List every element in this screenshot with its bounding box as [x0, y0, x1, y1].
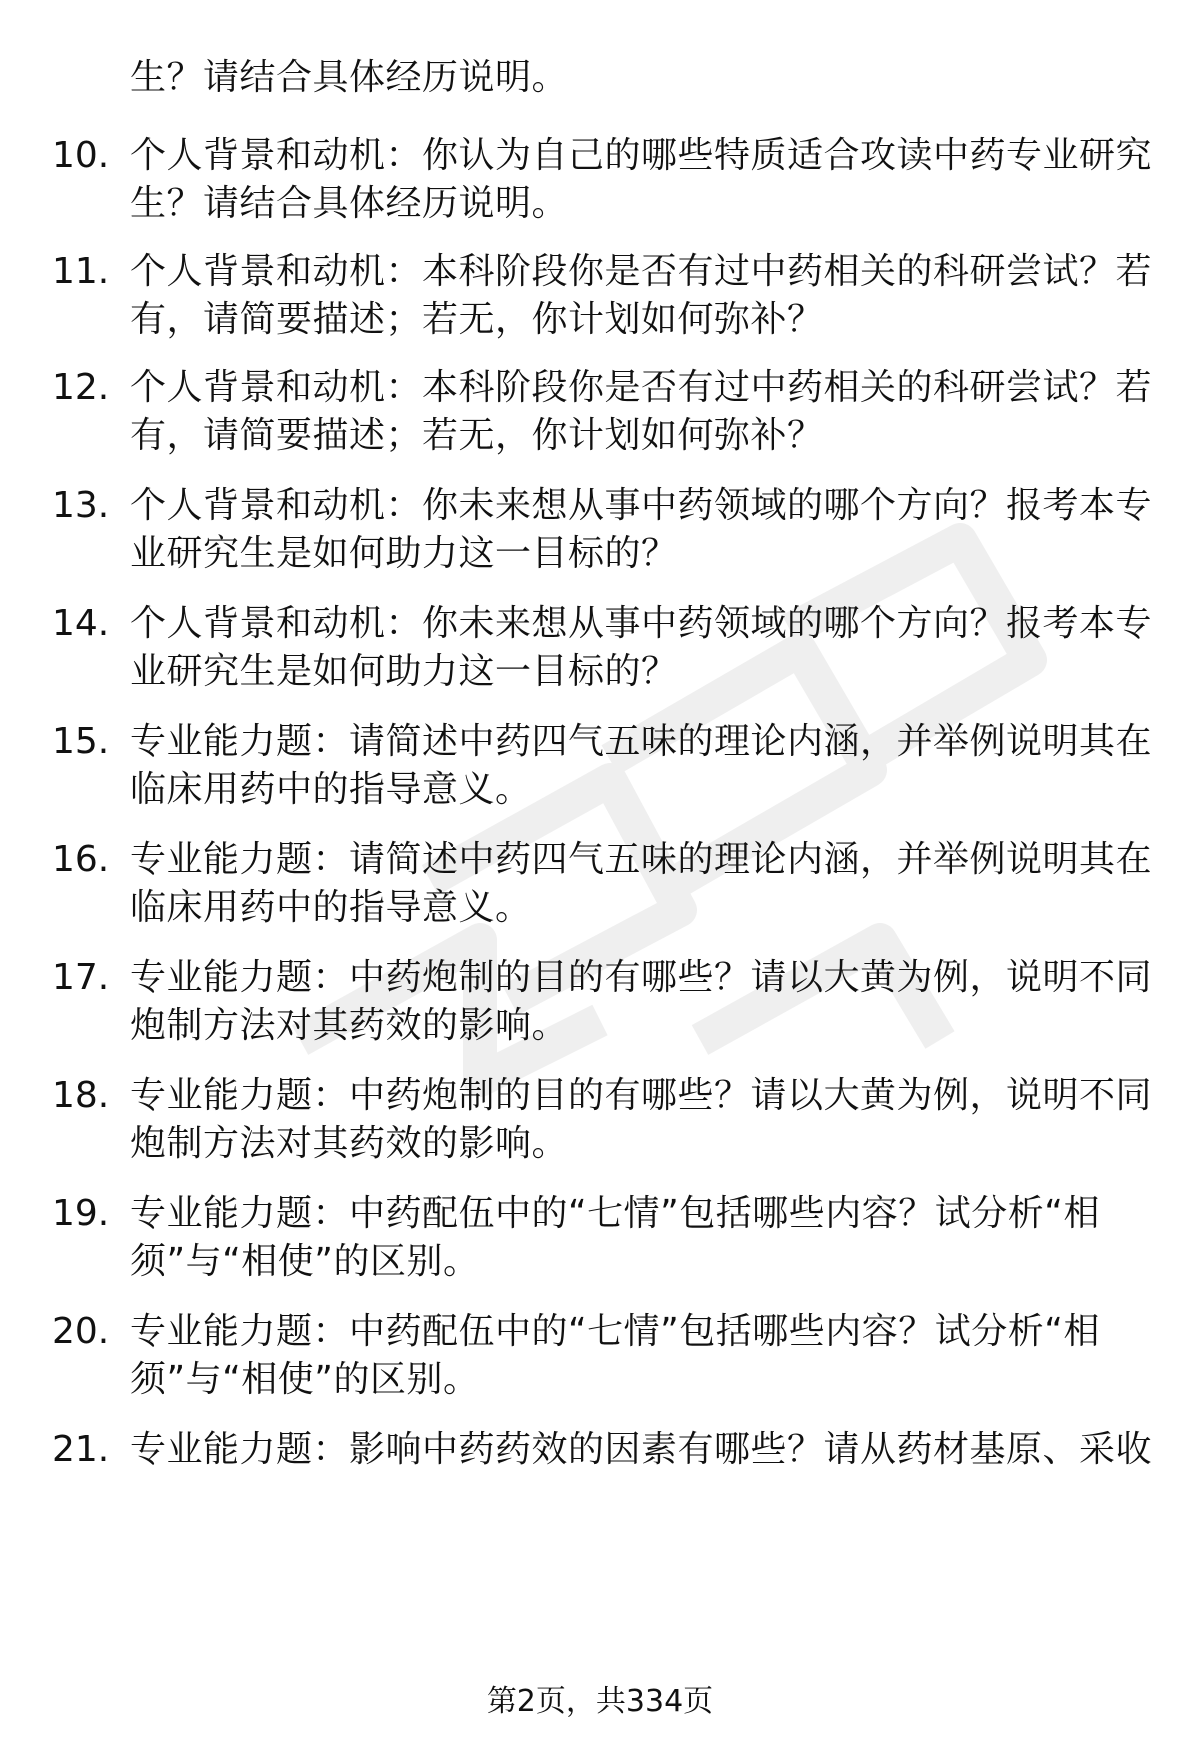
item-text-line: 炮制方法对其药效的影响。 [130, 1005, 569, 1046]
list-item-continuation [130, 54, 568, 102]
item-number: 20. [52, 1311, 110, 1352]
item-text-line: 临床用药中的指导意义。 [130, 769, 532, 810]
item-text-line: 专业能力题：影响中药药效的因素有哪些？请从药材基原、采收 [130, 1429, 1153, 1470]
item-text-line: 生？请结合具体经历说明。 [130, 183, 569, 224]
item-text-line: 业研究生是如何助力这一目标的？ [130, 533, 678, 574]
item-number: 17. [52, 957, 110, 998]
item-number: 12. [52, 367, 110, 408]
item-text-line: 个人背景和动机：你未来想从事中药领域的哪个方向？报考本专 [130, 485, 1153, 526]
item-number: 21. [52, 1429, 110, 1470]
item-number: 15. [52, 721, 110, 762]
item-number: 16. [52, 839, 110, 880]
item-number: 14. [52, 603, 110, 644]
item-text-line: 有，请简要描述；若无，你计划如何弥补？ [130, 415, 824, 456]
item-text-line: 炮制方法对其药效的影响。 [130, 1123, 569, 1164]
item-text-line: 专业能力题：中药炮制的目的有哪些？请以大黄为例，说明不同 [130, 1075, 1153, 1116]
item-text-line: 专业能力题：中药炮制的目的有哪些？请以大黄为例，说明不同 [130, 957, 1153, 998]
item-number: 13. [52, 485, 110, 526]
page-number-footer: 第2页，共334页 [486, 1684, 714, 1719]
item-text-line: 个人背景和动机：本科阶段你是否有过中药相关的科研尝试？若 [130, 367, 1153, 408]
item-text-line: 个人背景和动机：你认为自己的哪些特质适合攻读中药专业研究 [130, 135, 1153, 176]
item-number: 11. [52, 251, 110, 292]
item-number: 18. [52, 1075, 110, 1116]
item-text-line: 须”与“相使”的区别。 [130, 1241, 480, 1282]
item-text-line: 个人背景和动机：本科阶段你是否有过中药相关的科研尝试？若 [130, 251, 1153, 292]
item-text-line: 专业能力题：中药配伍中的“七情”包括哪些内容？试分析“相 [130, 1311, 1100, 1352]
item-text-line: 专业能力题：中药配伍中的“七情”包括哪些内容？试分析“相 [130, 1193, 1100, 1234]
item-text-line: 业研究生是如何助力这一目标的？ [130, 651, 678, 692]
item-text-line: 须”与“相使”的区别。 [130, 1359, 480, 1400]
item-text-line: 临床用药中的指导意义。 [130, 887, 532, 928]
item-text-line: 有，请简要描述；若无，你计划如何弥补？ [130, 299, 824, 340]
item-text-line: 生？请结合具体经历说明。 [130, 57, 569, 98]
item-number: 19. [52, 1193, 110, 1234]
item-text-line: 个人背景和动机：你未来想从事中药领域的哪个方向？报考本专 [130, 603, 1153, 644]
item-number: 10. [52, 135, 110, 176]
item-text-line: 专业能力题：请简述中药四气五味的理论内涵，并举例说明其在 [130, 721, 1153, 762]
item-text-line: 专业能力题：请简述中药四气五味的理论内涵，并举例说明其在 [130, 839, 1153, 880]
